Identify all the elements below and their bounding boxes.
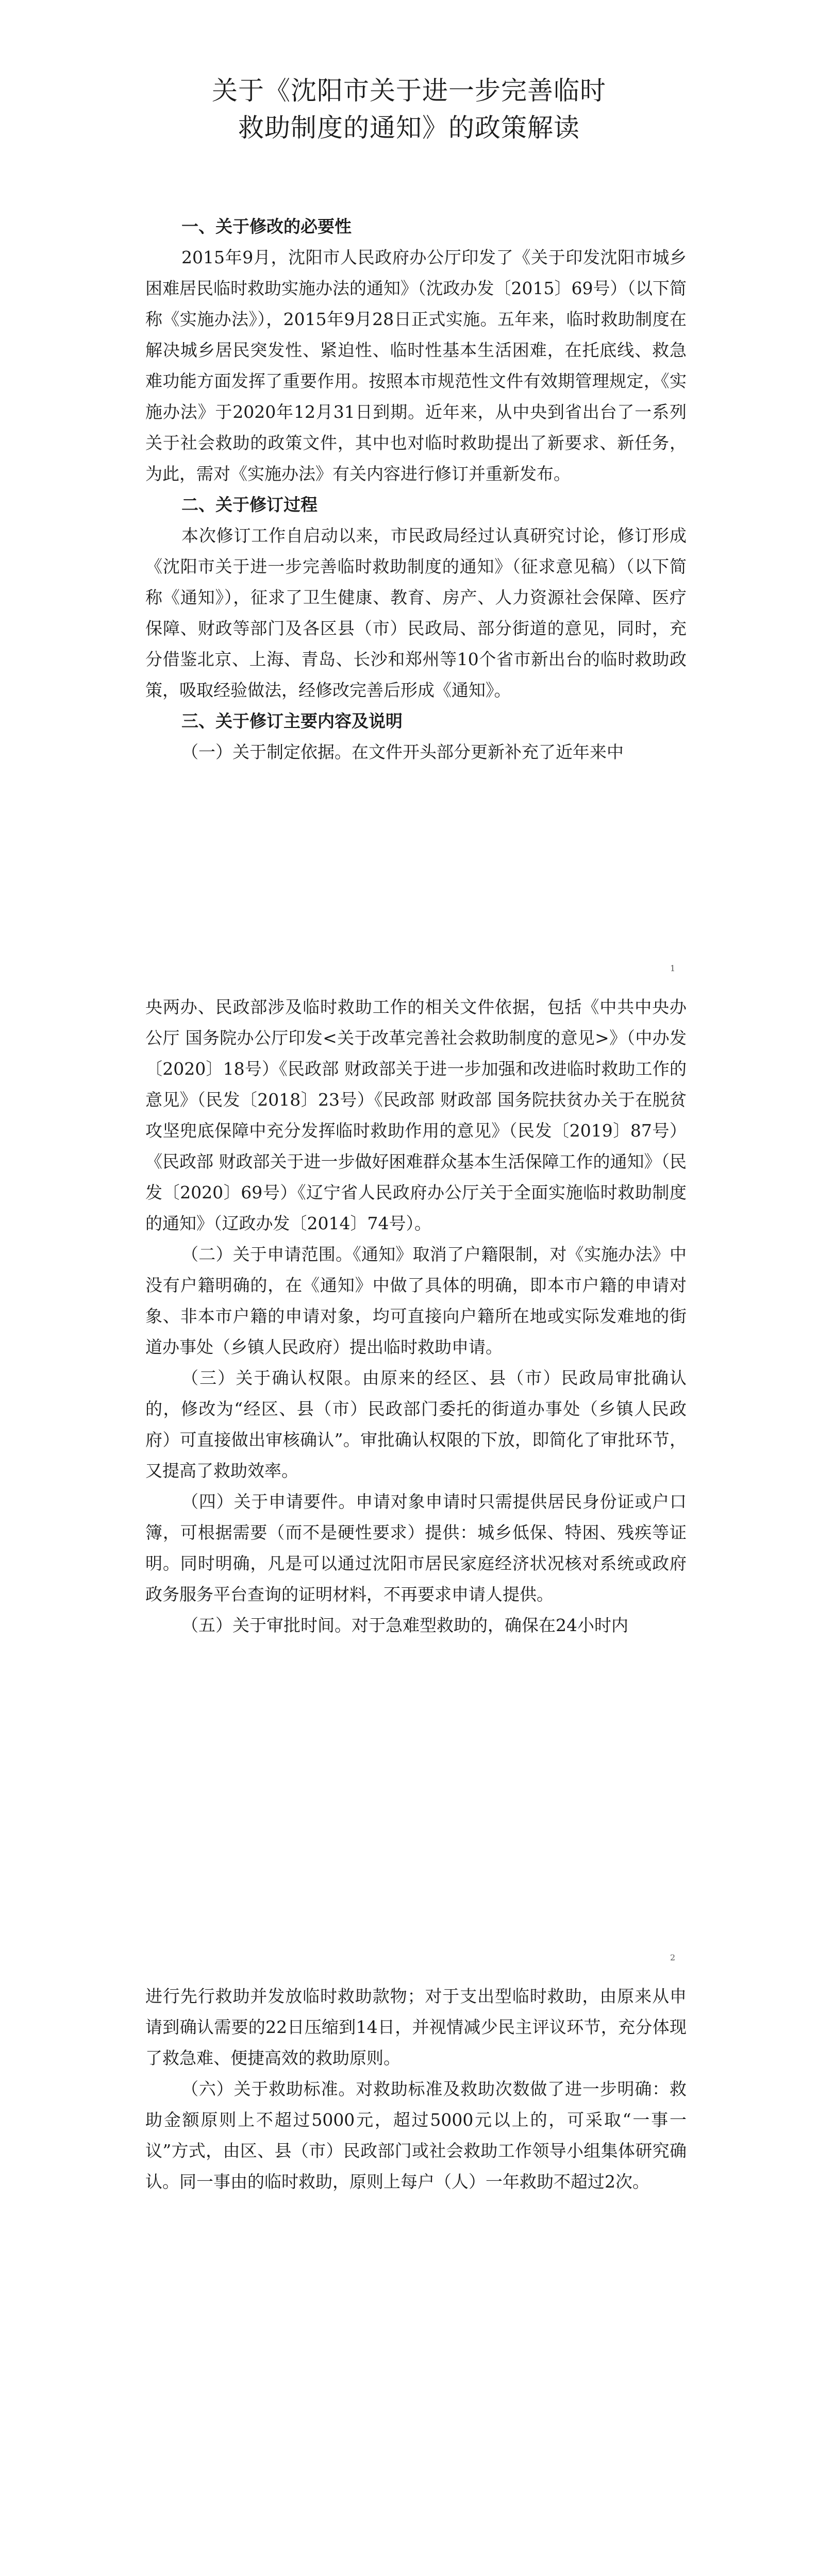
document-body-part-1 [145,211,687,768]
document-body-part-2 [145,992,687,1641]
page-number-1: 1 [670,963,676,973]
section-3-item-5-cont: 进行先行救助并发放临时救助款物；对于支出型临时救助，由原来从申请到确认需要的22日压缩到14日，并视情减少民主评议环节，充分体现了救急难、便捷高效的救助原则。 [145,1986,687,2068]
page-number-2: 2 [670,1953,676,1962]
page-title [0,72,818,146]
section-3-item-3: （三）关于确认权限。由原来的经区、县（市）民政局审批确认的，修改为“经区、县（市）民政部门委托的街道办事处（乡镇人民政府）可直接做出审核确认”。审批确认权限的下放，即简化了审批环节，又提高了救助效率。 [145,1368,687,1481]
section-2-heading: 二、关于修订过程 [181,495,318,515]
document-body-part-3 [145,1981,687,2197]
section-2-paragraph: 本次修订工作自启动以来，市民政局经过认真研究讨论，修订形成《沈阳市关于进一步完善临时救助制度的通知》（征求意见稿）（以下简称《通知》），征求了卫生健康、教育、房产、人力资源社会保障、医疗保障、财政等部门及各区县（市）民政局、部分街道的意见，同时，充分借鉴北京、上海、青岛、长沙和郑州等10个省市新出台的临时救助政策，吸取经验做法，经修改完善后形成《通知》。 [145,526,687,700]
section-3-item-5-start: （五）关于审批时间。对于急难型救助的，确保在24小时内 [181,1615,628,1635]
section-3-item-6: （六）关于救助标准。对救助标准及救助次数做了进一步明确：救助金额原则上不超过5000元，超过5000元以上的，可采取“一事一议”方式，由区、县（市）民政部门或社会救助工作领导小组集体研究确认。同一事由的临时救助，原则上每户（人）一年救助不超过2次。 [145,2079,687,2192]
title-line-1: 关于《沈阳市关于进一步完善临时 [212,76,606,106]
section-3-item-1-start: （一）关于制定依据。在文件开头部分更新补充了近年来中 [181,742,624,762]
section-3-item-4: （四）关于申请要件。申请对象申请时只需提供居民身份证或户口簿，可根据需要（而不是硬性要求）提供：城乡低保、特困、残疾等证明。同时明确，凡是可以通过沈阳市居民家庭经济状况核对系统或政府政务服务平台查询的证明材料，不再要求申请人提供。 [145,1492,687,1604]
section-3-heading: 三、关于修订主要内容及说明 [181,711,403,731]
section-3-item-2: （二）关于申请范围。《通知》取消了户籍限制，对《实施办法》中没有户籍明确的，在《通知》中做了具体的明确，即本市户籍的申请对象、非本市户籍的申请对象，均可直接向户籍所在地或实际发难地的街道办事处（乡镇人民政府）提出临时救助申请。 [145,1244,687,1357]
section-1-paragraph: 2015年9月，沈阳市人民政府办公厅印发了《关于印发沈阳市城乡困难居民临时救助实施办法的通知》（沈政办发〔2015〕69号）（以下简称《实施办法》），2015年9月28日正式实施。五年来，临时救助制度在解决城乡居民突发性、紧迫性、临时性基本生活困难，在托底线、救急难功能方面发挥了重要作用。按照本市规范性文件有效期管理规定，《实施办法》于2020年12月31日到期。近年来，从中央到省出台了一系列关于社会救助的政策文件，其中也对临时救助提出了新要求、新任务，为此，需对《实施办法》有关内容进行修订并重新发布。 [145,247,687,484]
title-line-2: 救助制度的通知》的政策解读 [238,113,580,143]
section-1-heading: 一、关于修改的必要性 [181,216,352,236]
section-3-item-1-cont: 央两办、民政部涉及临时救助工作的相关文件依据，包括《中共中央办公厅 国务院办公厅印发<关于改革完善社会救助制度的意见>》（中办发〔2020〕18号）《民政部 财政部关于进一步加强和改进临时救助工作的意见》（民发〔2018〕23号）《民政部 财政部 国务院扶贫办关于在脱贫攻坚兜底保障中充分发挥临时救助作用的意见》（民发〔2019〕87号）《民政部 财政部关于进一步做好困难群众基本生活保障工作的通知》（民发〔2020〕69号）《辽宁省人民政府办公厅关于全面实施临时救助制度的通知》（辽政办发〔2014〕74号）。 [145,997,687,1233]
